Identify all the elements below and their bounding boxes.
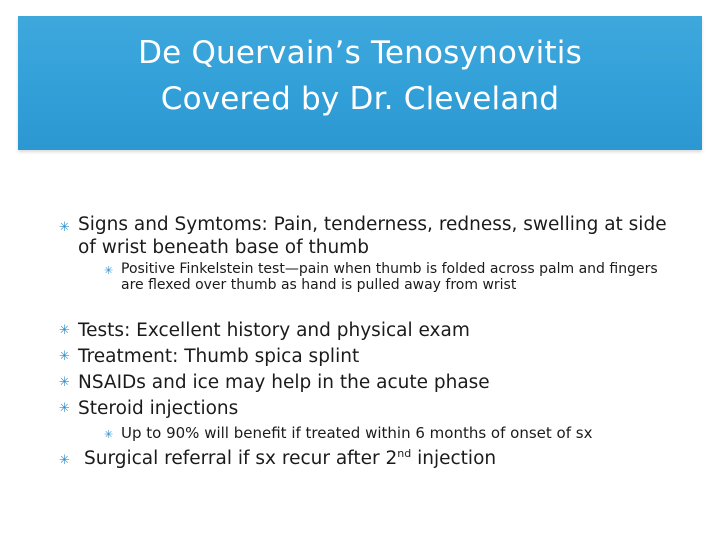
- asterisk-bullet-icon: ✳: [104, 428, 114, 441]
- bullet-signs-symptoms: Signs and Symtoms: Pain, tenderness, redness, swelling at side of wrist beneath base of thumb: [78, 214, 667, 258]
- sub-bullet-finkelstein: Positive Finkelstein test—pain when thumb is folded across palm and fingers are flexed over thumb as hand is pulled away from wrist: [121, 261, 658, 293]
- bullet-treatment: Treatment: Thumb spica splint: [78, 346, 360, 367]
- ordinal-superscript: nd: [397, 447, 412, 460]
- bullet-nsaids: NSAIDs and ice may help in the acute phase: [78, 372, 490, 393]
- asterisk-bullet-icon: ✳: [59, 323, 70, 338]
- sub-bullet-up-to-90: Up to 90% will benefit if treated within 6 months of onset of sx: [121, 424, 593, 442]
- bullet-steroid-injections: Steroid injections: [78, 398, 239, 419]
- asterisk-bullet-icon: ✳: [59, 401, 70, 416]
- asterisk-bullet-icon: ✳: [59, 375, 70, 390]
- asterisk-bullet-icon: ✳: [59, 220, 70, 235]
- title-line-2: Covered by Dr. Cleveland: [160, 81, 560, 117]
- asterisk-bullet-icon: ✳: [104, 264, 114, 277]
- asterisk-bullet-icon: ✳: [59, 349, 70, 364]
- surgical-referral-text: Surgical referral if sx recur after 2: [84, 448, 398, 469]
- bullet-surgical-referral: [84, 447, 684, 470]
- surgical-referral-text-end: injection: [411, 448, 497, 469]
- bullet-tests: Tests: Excellent history and physical exam: [78, 320, 470, 341]
- asterisk-bullet-icon: ✳: [59, 453, 70, 468]
- title-line-1: De Quervain’s Tenosynovitis: [138, 35, 582, 71]
